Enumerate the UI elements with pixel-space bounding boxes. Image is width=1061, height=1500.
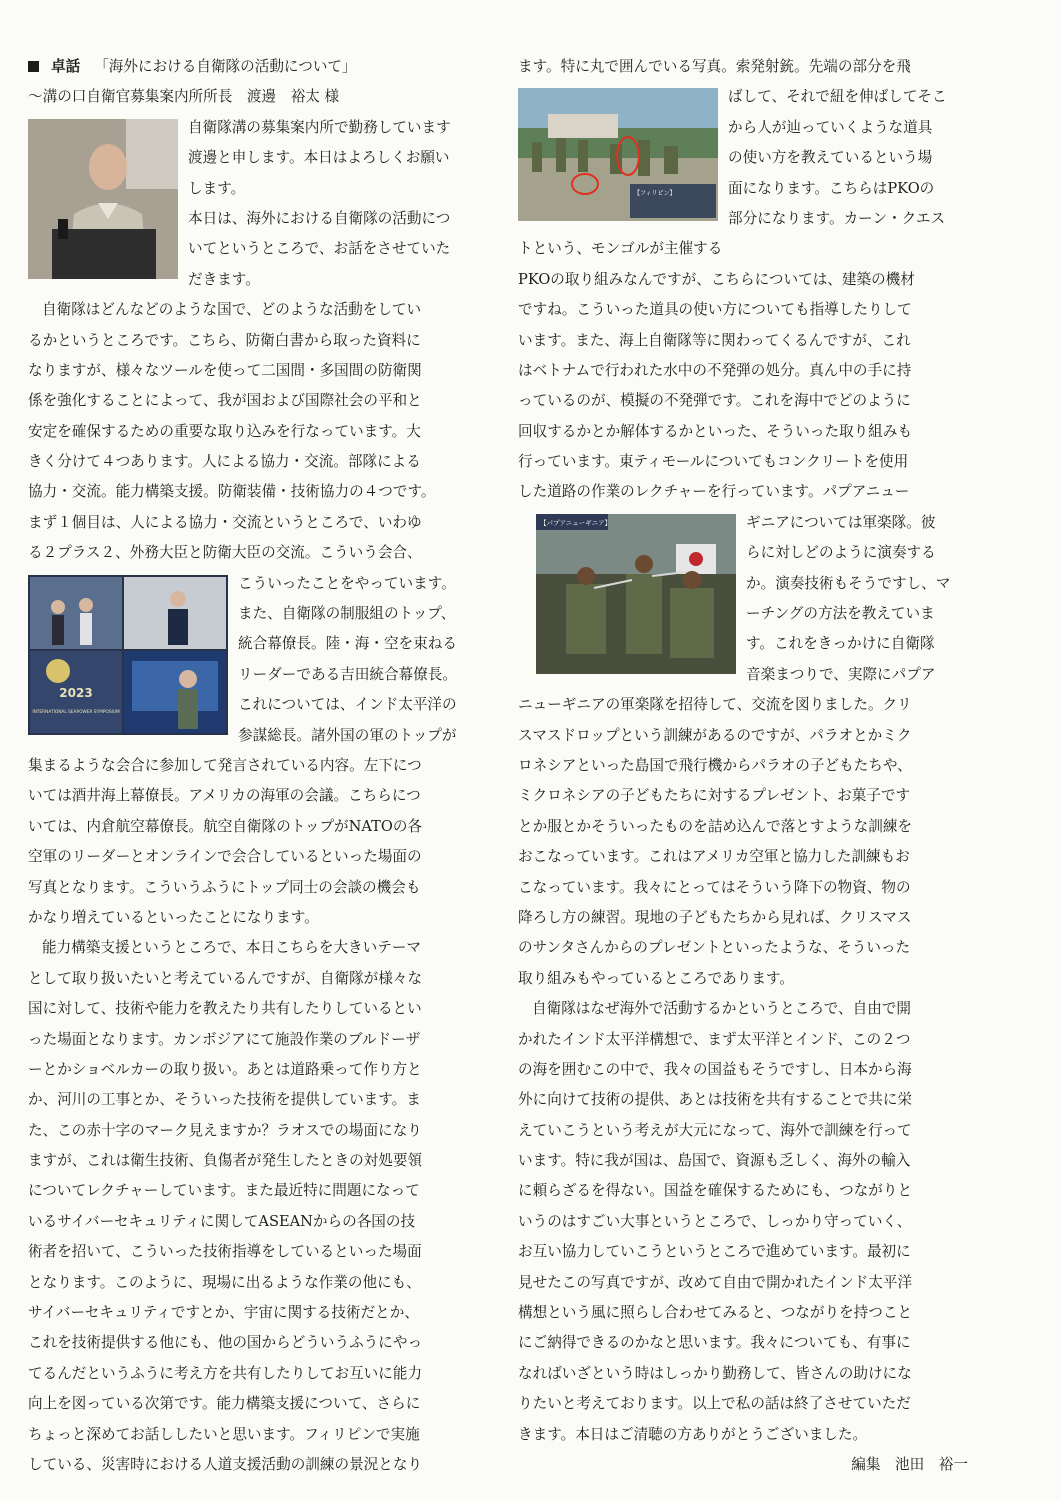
body-line: 降ろし方の練習。現地の子どもたちから見れば、クリスマス (518, 908, 912, 926)
body-line: なりますが、様々なツールを使って二国間・多国間の防衛関 (28, 361, 422, 379)
body-line: ちょっと深めてお話ししたいと思います。フィリピンで実施 (28, 1425, 420, 1443)
paragraph-cooperation (28, 295, 490, 933)
body-line: 自衛隊はなぜ海外で活動するかというところで、自由で開 (532, 1000, 912, 1018)
body-line: か、河川の工事とか、そういった技術を提供しています。ま (28, 1091, 421, 1109)
intro-line: だきます。 (188, 270, 260, 288)
meeting-collage-photo (28, 575, 228, 735)
body-line: す。これをきっかけに自衛隊 (746, 635, 935, 653)
body-line: るかというところです。こちら、防衛白書から取った資料に (28, 331, 421, 349)
meeting-banner-text: INTERNATIONAL SEAPOWER SYMPOSIUM (32, 709, 120, 715)
body-line: こなっています。我々にとってはそういう降下の物資、物の (518, 878, 911, 896)
body-line: えていこうという考えが大元になって、海外で訓練を行って (518, 1121, 912, 1139)
intro-line: します。 (188, 179, 246, 197)
talk-title: 「海外における自衛隊の活動について」 (94, 58, 357, 75)
body-line: ロネシアといった島国で飛行機からパラオの子どもたちや、 (518, 756, 912, 774)
body-line: おこなっています。これはアメリカ空軍と協力した訓練もお (518, 848, 910, 866)
body-line: りたいと考えております。以上で私の話は終了させていただ (518, 1395, 911, 1413)
body-line: 音楽まつりで、実際にパプア (746, 665, 936, 683)
body-line: これについては、インド太平洋の (238, 696, 457, 714)
body-line: ミクロネシアの子どもたちに対するプレゼント、お菓子です (518, 787, 911, 805)
body-line: についてレクチャーしています。また最近特に問題になって (28, 1182, 420, 1200)
body-line: 国に対して、技術や能力を教えたり共有したりしているとい (28, 1000, 422, 1018)
body-line: のサンタさんからのプレゼントといったような、そういった (518, 939, 911, 957)
body-line: 面になります。こちらはPKOの (728, 179, 935, 197)
editor-credit: 編集 池田 裕一 (851, 1455, 968, 1473)
band-caption-text: 【パプアニューギニア】 (540, 518, 612, 527)
body-line: ギニアについては軍楽隊。彼 (746, 513, 936, 531)
body-line: ますが、これは衛生技術、負傷者が発生したときの対処要領 (28, 1152, 423, 1170)
body-line: ですね。こういった道具の使い方についても指導したりして (518, 301, 912, 319)
body-line: 写真となります。こういうふうにトップ同士の会談の機会も (28, 878, 421, 896)
body-line: 参謀総長。諸外国の軍のトップが (238, 726, 457, 744)
body-line: なればいざという時はしっかり勤務して、皆さんの助けにな (518, 1364, 912, 1382)
body-line: 自衛隊はどんなどのような国で、どのような活動をしてい (42, 301, 422, 319)
body-line: かれたインド太平洋構想で、まず太平洋とインド、この２つ (518, 1030, 911, 1048)
speaker-line: 〜溝の口自衛官募集案内所所長 渡邊 裕太 様 (28, 88, 340, 106)
paragraph-capacity-building (28, 933, 490, 1480)
band-photo (536, 514, 736, 674)
body-line: た、この赤十字のマーク見えますか？ラオスでの場面になり (28, 1121, 422, 1139)
left-column (28, 52, 490, 1480)
body-line: の海を囲むこの中で、我々の国益もそうですし、日本から海 (518, 1060, 912, 1078)
body-line: 統合幕僚長。陸・海・空を束ねる (238, 635, 457, 653)
body-line: にご納得できるのかなと思います。我々についても、有事に (518, 1334, 911, 1352)
body-line: から人が辿っていくような道具 (728, 118, 933, 136)
body-line: ます。特に丸で囲んでいる写真。索発射銃。先端の部分を飛 (518, 58, 911, 75)
body-line: てるんだというふうに考え方を共有したりしてお互いに能力 (28, 1364, 423, 1382)
body-line: いては、内倉航空幕僚長。航空自衛隊のトップがNATOの各 (28, 817, 423, 835)
body-line: 術者を招いて、こういった技術指導をしているといった場面 (28, 1243, 422, 1261)
body-line: PKOの取り組みなんですが、こちらについては、建築の機材 (518, 270, 915, 288)
body-line: となります。このように、現場に出るような作業の他にも、 (28, 1273, 421, 1291)
body-line: まず１個目は、人による協力・交流というところで、いわゆ (28, 513, 422, 531)
body-line: きく分けて４つあります。人による協力・交流。部隊による (28, 453, 421, 471)
body-line: 能力構築支援というところで、本日こちらを大きいテーマ (42, 939, 422, 957)
body-line: 集まるような会合に参加して発言されている内容。左下につ (28, 756, 422, 774)
body-line: とか服とかそういったものを詰め込んで落とすような訓練を (518, 817, 913, 835)
body-line: います。また、海上自衛隊等に関わってくるんですが、これ (518, 331, 911, 349)
meeting-year-text: 2023 (59, 685, 93, 700)
body-line: った場面となります。カンボジアにて施設作業のブルドーザ (28, 1030, 421, 1048)
body-line: 部分になります。カーン・クエス (728, 209, 946, 227)
body-line: っているのが、模擬の不発弾です。これを海中でどのように (518, 392, 911, 410)
body-line: トという、モンゴルが主催する (518, 240, 723, 258)
body-line: ばして、それで紐を伸ばしてそこ (728, 88, 947, 106)
talk-header (28, 52, 490, 82)
training-caption-text: 【フィリピン】 (634, 190, 676, 198)
intro-line: いてというところで、お話をさせていた (188, 240, 451, 258)
body-line: お互い協力していこうというところで進めています。最初に (518, 1243, 911, 1261)
body-line: の使い方を教えているという場 (728, 149, 933, 167)
body-line: いては酒井海上幕僚長。アメリカの海軍の会議。こちらにつ (28, 787, 421, 805)
right-column (518, 52, 974, 1480)
body-line: いるサイバーセキュリティに関してASEANからの各国の技 (28, 1212, 416, 1230)
body-line: 協力・交流。能力構築支援。防衛装備・技術協力の４つです。 (28, 483, 436, 501)
speaker-photo (28, 119, 178, 279)
square-bullet-icon (28, 61, 39, 72)
body-line: 見せたこの写真ですが、改めて自由で開かれたインド太平洋 (518, 1273, 913, 1291)
body-line: スマスドロップという訓練があるのですが、パラオとかミク (518, 726, 912, 744)
body-line: か。演奏技術もそうですし、マ (746, 574, 951, 592)
body-line: 行っています。東ティモールについてもコンクリートを使用 (518, 453, 909, 471)
body-line: している、災害時における人道支援活動の訓練の景況となり (28, 1455, 423, 1473)
body-line: 取り組みもやっているところであります。 (518, 969, 794, 987)
body-line: サイバーセキュリティですとか、宇宙に関する技術だとか、 (28, 1304, 419, 1322)
body-line: また、自衛隊の制服組のトップ、 (238, 605, 456, 623)
body-line: いうのはすごい大事というところで、しっかり守っていく、 (518, 1212, 912, 1230)
body-line: る２プラス２、外務大臣と防衛大臣の交流。こういう会合、 (28, 544, 422, 562)
body-line: これを技術提供する他にも、他の国からどういうふうにやっ (28, 1334, 423, 1352)
body-line: います。特に我が国は、島国で、資源も乏しく、海外の輸入 (518, 1152, 911, 1170)
body-line: きます。本日はご清聴の方ありがとうございました。 (518, 1425, 868, 1443)
body-line: した道路の作業のレクチャーを行っています。パプアニュー (518, 483, 910, 501)
intro-line: 渡邊と申します。本日はよろしくお願い (188, 149, 450, 167)
body-line: に頼らざるを得ない。国益を確保するためにも、つながりと (518, 1182, 913, 1200)
body-line: 構想という風に照らし合わせてみると、つながりを持つこと (518, 1304, 913, 1322)
body-line: はベトナムで行われた水中の不発弾の処分。真ん中の手に持 (518, 361, 912, 379)
body-line: ニューギニアの軍楽隊を招待して、交流を図りました。クリ (518, 696, 912, 714)
body-line: かなり増えているといったことになります。 (28, 908, 319, 926)
intro-line: 本日は、海外における自衛隊の活動につ (188, 209, 451, 227)
body-line: 係を強化することによって、我が国および国際社会の平和と (28, 392, 422, 410)
body-line: 外に向けて技術の提供、あとは技術を共有することで共に栄 (518, 1091, 913, 1109)
body-line: らに対しどのように演奏する (746, 544, 936, 562)
body-line: ーチングの方法を教えていま (746, 605, 935, 623)
intro-line: 自衛隊溝の募集案内所で勤務しています (188, 118, 451, 136)
body-line: ーとかショベルカーの取り扱い。あとは道路乗って作り方と (28, 1060, 422, 1078)
section-label: 卓話 (51, 58, 81, 75)
body-line: リーダーである吉田統合幕僚長。 (238, 665, 457, 683)
training-photo (518, 88, 718, 221)
body-line: 安定を確保するための重要な取り込みを行なっています。大 (28, 422, 421, 440)
body-line: 空軍のリーダーとオンラインで会合しているといった場面の (28, 848, 422, 866)
body-line: として取り扱いたいと考えているんですが、自衛隊が様々な (28, 969, 423, 987)
body-line: こういったことをやっています。 (238, 574, 456, 592)
body-line: 回収するかとか解体するかといった、そういった取り組みも (518, 422, 913, 440)
body-line: 向上を図っている次第です。能力構築支援について、さらに (28, 1395, 421, 1413)
